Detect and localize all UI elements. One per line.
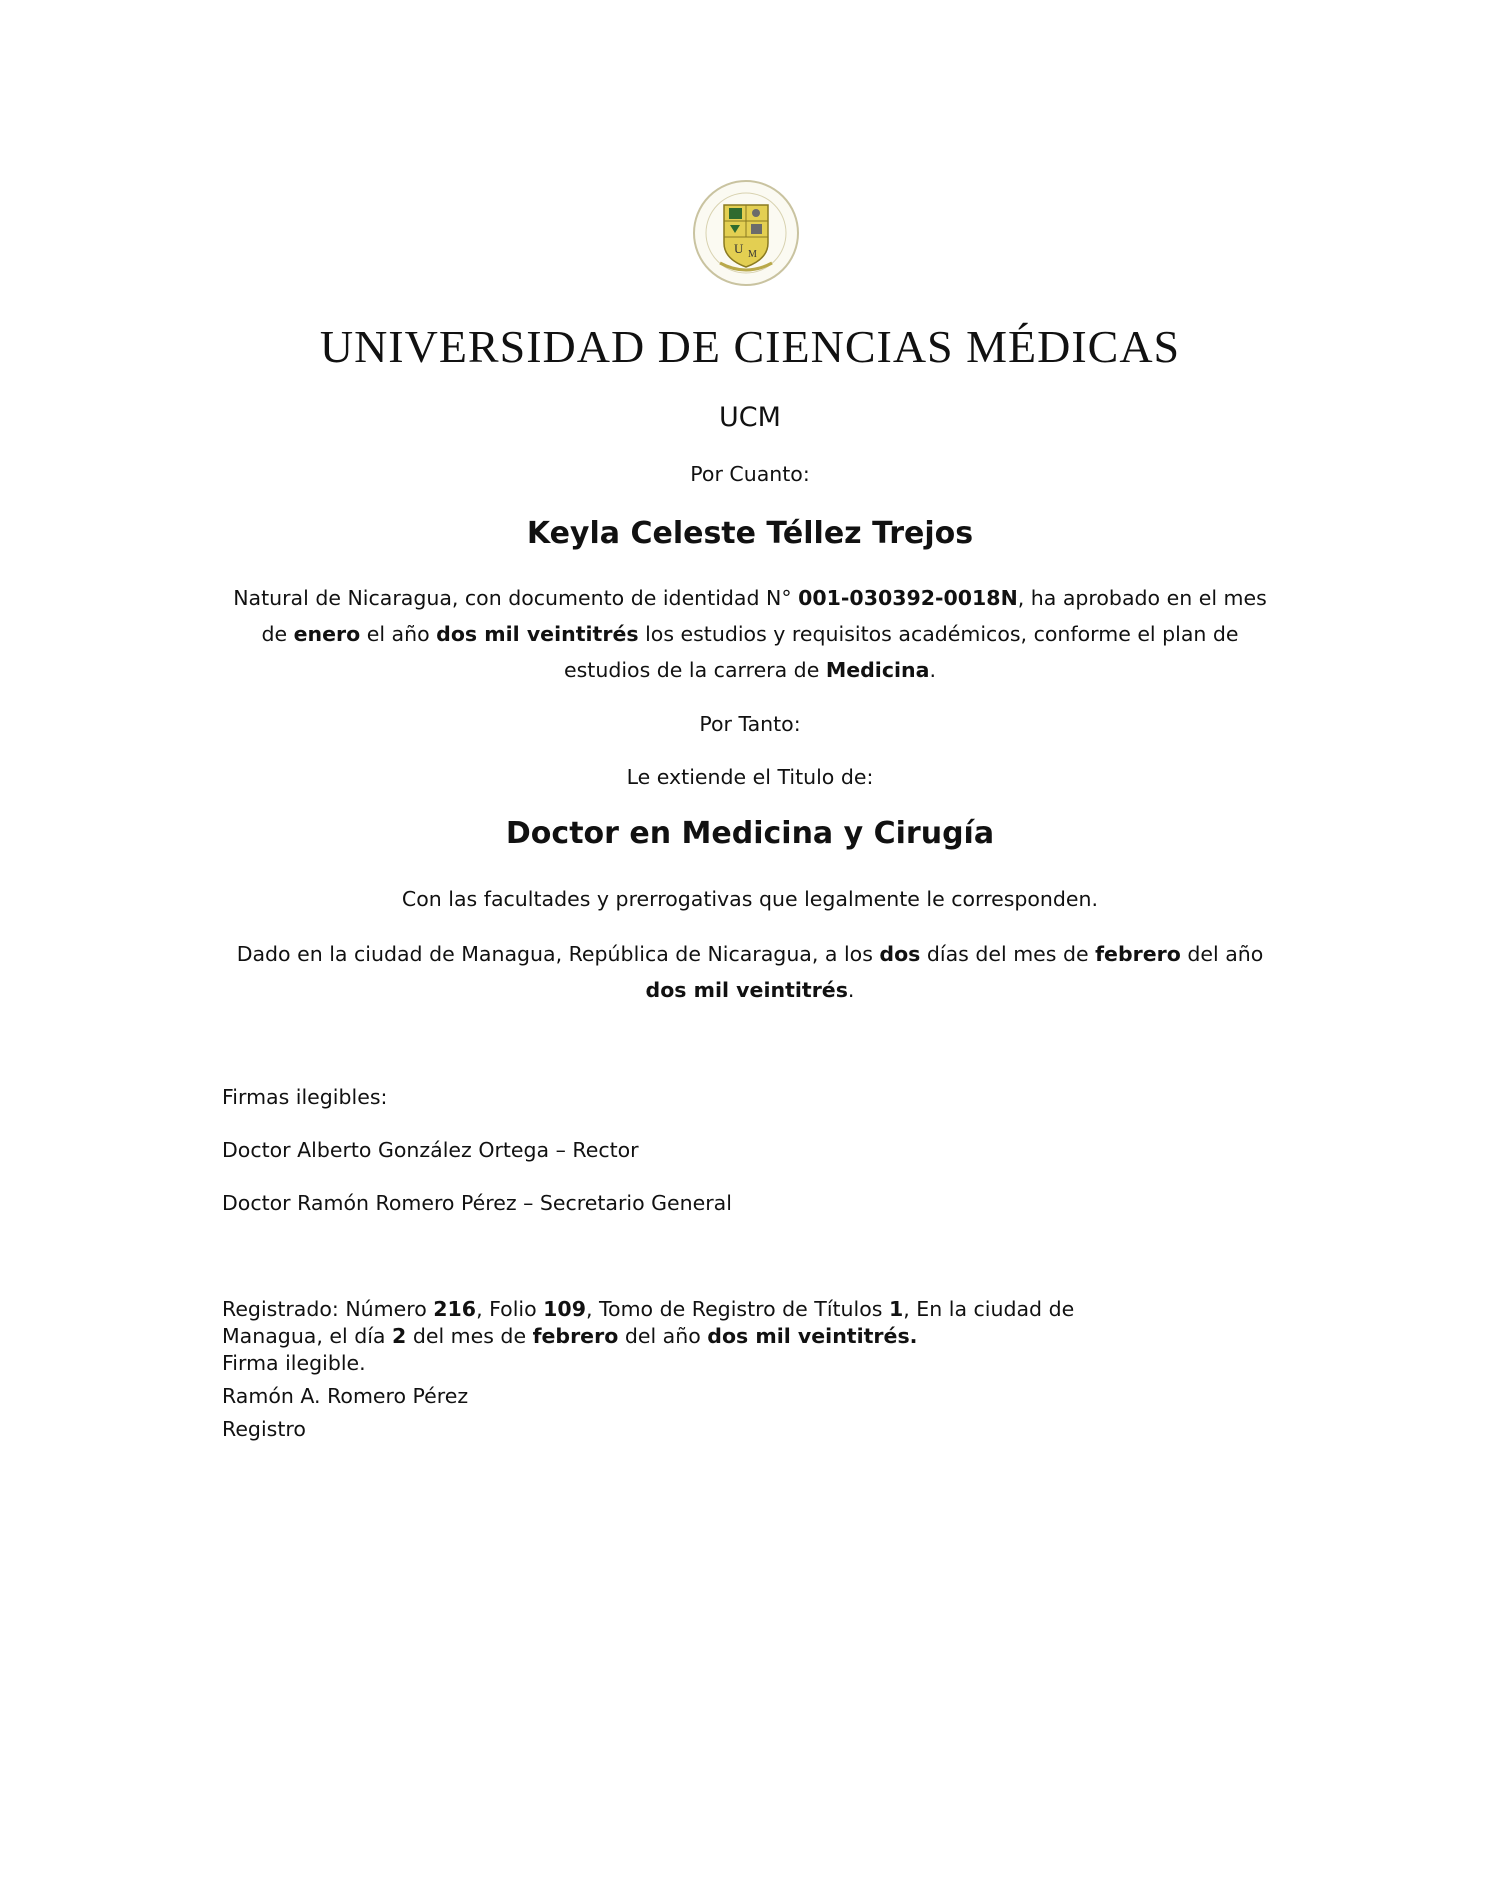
registry-year: dos mil veintitrés. (707, 1324, 918, 1348)
signature-secretary: Doctor Ramón Romero Pérez – Secretario General (222, 1191, 732, 1215)
registry-tomo: 1 (888, 1297, 904, 1321)
registry-number: 216 (433, 1297, 477, 1321)
issue-month: febrero (1095, 942, 1181, 966)
id-number: 001-030392-0018N (798, 586, 1018, 610)
registrar-name: Ramón A. Romero Pérez (222, 1384, 469, 1408)
university-seal (690, 175, 802, 293)
registry-firma: Firma ilegible. (222, 1351, 366, 1375)
registry-month: febrero (532, 1324, 619, 1348)
registry-folio: 109 (543, 1297, 586, 1321)
university-acronym: UCM (719, 402, 781, 433)
registry-day: 2 (392, 1324, 407, 1348)
registry-entry: Registrado: Número 216, Folio 109, Tomo de Registro de Títulos 1, En la ciudad de Managua, el día 2 del mes de febrero del año dos mil veintitrés. (222, 1297, 1075, 1348)
registry-block (222, 1296, 1122, 1443)
approval-month: enero (293, 622, 361, 646)
graduate-name: Keyla Celeste Téllez Trejos (526, 516, 974, 551)
por-tanto-label: Por Tanto: (699, 712, 801, 736)
seal-monogram-u: U (734, 241, 744, 256)
seal-monogram-m: M (748, 249, 757, 260)
signatures-heading: Firmas ilegibles: (222, 1085, 388, 1109)
signature-rector: Doctor Alberto González Ortega – Rector (222, 1138, 639, 1162)
por-cuanto-label: Por Cuanto: (690, 462, 810, 486)
issue-year: dos mil veintitrés (645, 978, 848, 1002)
registry-office: Registro (222, 1417, 306, 1441)
career-name: Medicina (825, 658, 930, 682)
issue-day: dos (879, 942, 921, 966)
facultades-text: Con las facultades y prerrogativas que legalmente le corresponden. (401, 887, 1099, 911)
university-title: UNIVERSIDAD DE CIENCIAS MÉDICAS (319, 321, 1181, 372)
degree-title: Doctor en Medicina y Cirugía (505, 816, 995, 851)
issuance-paragraph: Dado en la ciudad de Managua, República de Nicaragua, a los dos días del mes de febrero del año dos mil veintitrés. (236, 942, 1264, 1002)
approval-year: dos mil veintitrés (436, 622, 639, 646)
statement-paragraph: Natural de Nicaragua, con documento de identidad N° 001-030392-0018N, ha aprobado en el mes de enero el año dos mil veintitrés los estudios y requisitos académicos, conforme el plan de estudios de la carrera de Medicina. (233, 586, 1267, 682)
extiende-label: Le extiende el Titulo de: (626, 765, 874, 789)
